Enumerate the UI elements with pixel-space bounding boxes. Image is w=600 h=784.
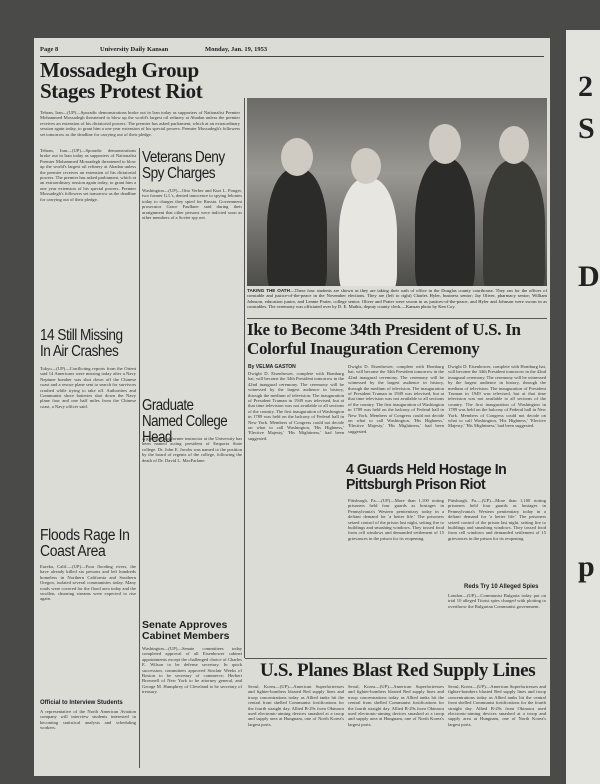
oath-photo (247, 98, 547, 286)
column-rule (139, 148, 140, 768)
column-rule (244, 98, 245, 658)
story-missing: Tokyo—(UP)—Conflicting reports from the Orient said 14 Americans were missing today after a Navy Neptune bomber was shot down off the Chinese coast and a rescue plane sent to search for survivors crashed while trying to take off. Authorities and Communist shore batteries shot down the Navy plane four and one half miles from the Chinese coast, a Navy officer said. (40, 366, 136, 409)
horizontal-rule (245, 658, 547, 659)
headline-senate: Senate Approves Cabinet Members (142, 619, 230, 642)
page-number: Page 8 (40, 46, 59, 53)
story-guards-col2: Pittsburgh, Pa.—(UP)—More than 1,100 rioting prisoners held four guards as hostages in Pennsylvania's Western penitentiary today in a defiant demand for 'a better life.' The prisoners seized control of the prison last night, setting fire to buildings and smashing windows. They tossed food from cell windows and demanded settlement of 15 grievances in the prison for its reopening. (448, 498, 546, 541)
masthead (40, 44, 544, 57)
story-planes-col2: Seoul, Korea—(UP)—American Superfortresses and fighter-bombers blasted Red supply lines and troop concentrations today as Allied tanks hit the central front shelled Communist fortifications for the fourth straight day. Allied B-29s from Okinawa used electronic-aiming devices smashed at a troop and supply area at Hungnam, one of North Korea's largest ports. (348, 684, 444, 727)
subhead-reds: Reds Try 10 Alleged Spies (464, 584, 539, 590)
headline-graduate: Graduate Named College Head (142, 397, 228, 446)
photo-caption (247, 288, 547, 316)
story-mossadegh-body: Tehran, Iran—(UP)—Sporadic demonstrations broke out in Iran today as supporters of Nationalist Premier Mohammed Mossadegh threatened to blow up the world's largest oil refinery at Abadan unless the premier receives an extension of his dictatorial powers. The premier has asked parliament, which at an extraordinary session again today, to grant him a one year extension of his special powers. Premier Mossadegh's followers set tomorrow as the deadline for carrying out of their pledge. (40, 148, 136, 202)
headline-ike: Ike to Become 34th President of U.S. In Colorful Inauguration Ceremony (247, 320, 521, 358)
story-interviews: A representative of the North American Aviation company will interview students interested in becoming statistical analysts and scheduling workers. (40, 709, 136, 731)
horizontal-rule (247, 318, 547, 319)
story-planes-col1: Seoul, Korea—(UP)—American Superfortresses and fighter-bombers blasted Red supply lines and troop concentrations today as Allied tanks hit the central front shelled Communist fortifications for the fourth straight day. Allied B-29s from Okinawa used electronic-aiming devices smashed at a troop and supply area at Hungnam, one of North Korea's largest ports. (248, 684, 344, 727)
newspaper-page (34, 38, 550, 776)
story-ike-col2: Dwight D. Eisenhower, complete with Homburg hat, will become the 34th President tomorrow in the 42nd inaugural ceremony. The ceremony will be witnessed by the largest audience in history, through the medium of television. The inauguration of President Truman in 1949 was televised, but at that time television was not available to all sections of the country. The first inauguration of Washington in 1789 was held on the balcony of Federal hall in New York. Members of Congress could not decide on what to call Washington, 'His Highness,' 'Elective Majesty,' 'His Mightiness,' had been suggested. (348, 364, 444, 434)
story-reds: London—(UP)—Communist Bulgaria today put on trial 10 alleged Titoist spies charged with plotting to overthrow the Bulgarian Communist government. (448, 593, 546, 609)
subhead-interviews: Official to Interview Students (40, 700, 123, 706)
caption-text: —These four students are shown as they are taking their oath of office in the Douglas county courthouse. They ran for the offices of constable and justice-of-the-peace in the November elections. They are (left to right) Charles Hyler, business senior; Jay Oliver, pharmacy senior; William Johnson, education junior, and Lennie Prater, college senior. Oliver and Prater were sworn in as justices-of-the-peace, and Hyler and Johnson were sworn in as constables. The ceremony was officiated over by D. E. Mathis, deputy county clerk.—Kansan photo by Ken Coy. (247, 288, 547, 310)
paper-name: University Daily Kansan (100, 46, 169, 53)
headline-planes: U.S. Planes Blast Red Supply Lines (260, 660, 536, 681)
headline-guards: 4 Guards Held Hostage In Pittsburgh Prison Riot (346, 461, 507, 494)
headline-floods: Floods Rage In Coast Area (40, 527, 130, 560)
issue-date: Monday, Jan. 19, 1953 (205, 46, 268, 53)
caption-lead: TAKING THE OATH (247, 288, 290, 293)
story-veterans: Washington—(UP)—Otto Verber and Kurt L. Ponger, two former G.I.'s, denied innocence to spying felonies today to charges they spied for Russia. Government prosecutor Grace Faulkner said during their arraignment that other persons were indicted soon as other members of a Soviet spy net. (142, 188, 242, 221)
headline-missing: 14 Still Missing In Air Crashes (40, 327, 123, 360)
story-senate: Washington—(UP)—Senate committees today completed approval of all Eisenhower cabinet appointments except the challenged choice of Charles E. Wilson to be defense secretary. In quick succession, committees approved Sinclair Weeks of Boston to be secretary of commerce; Herbert Brownell of New York to be attorney general, and George M. Humphrey of Cleveland to be secretary of treasury. (142, 646, 242, 695)
headline-mossadegh: Mossadegh Group Stages Protest Riot (40, 58, 203, 104)
story-planes-col3: Seoul, Korea—(UP)—American Superfortresses and fighter-bombers blasted Red supply lines and troop concentrations today as Allied tanks hit the central front shelled Communist fortifications for the fourth straight day. Allied B-29s from Okinawa used electronic-aiming devices smashed at a troop and supply area at Hungnam, one of North Korea's largest ports. (448, 684, 546, 727)
headline-veterans: Veterans Deny Spy Charges (142, 149, 225, 182)
byline: By VELMA GASTON (248, 364, 296, 370)
story-graduate: A graduate and former instructor at the University has been named acting president of Emporia State college. Dr. John E. Jacobs was named to the position by the board of regents of the college, following the death of Dr. David L. MacFarlane. (142, 436, 242, 463)
story-mossadegh-lead: Tehran, Iran—(UP)—Sporadic demonstrations broke out in Iran today as supporters of Nationalist Premier Mohammed Mossadegh threatened to blow up the world's largest oil refinery at Abadan unless the premier receives an extension of his dictatorial powers. The premier has asked parliament, which at an extraordinary session again today, to grant him a one year extension of his special powers. Premier Mossadegh's followers set tomorrow as the deadline for carrying out of their pledge. (40, 110, 240, 137)
story-floods: Eureka, Calif.—(UP)—Four flooding rivers, the have already killed six persons and left hundreds homeless in Northern California and Southern Oregon, isolated several communities today. Many roads were covered for the flood area today and the swollen, churning streams were expected to rise again. (40, 564, 136, 602)
story-ike-col3: Dwight D. Eisenhower, complete with Homburg hat, will become the 34th President tomorrow in the 42nd inaugural ceremony. The ceremony will be witnessed by the largest audience in history, through the medium of television. The inauguration of President Truman in 1949 was televised, but at that time television was not available to all sections of the country. The first inauguration of Washington in 1789 was held on the balcony of Federal hall in New York. Members of Congress could not decide on what to call Washington, 'His Highness,' 'Elective Majesty,' 'His Mightiness,' had been suggested. (448, 364, 546, 429)
story-guards-col1: Pittsburgh, Pa.—(UP)—More than 1,100 rioting prisoners held four guards as hostages in Pennsylvania's Western penitentiary today in a defiant demand for 'a better life.' The prisoners seized control of the prison last night, setting fire to buildings and smashing windows. They tossed food from cell windows and demanded settlement of 15 grievances in the prison for its reopening. (348, 498, 444, 541)
adjacent-page-edge: 2 S D p (566, 30, 600, 784)
story-ike-col1: Dwight D. Eisenhower, complete with Homburg hat, will become the 34th President tomorrow in the 42nd inaugural ceremony. The ceremony will be witnessed by the largest audience in history, through the medium of television. The inauguration of President Truman in 1949 was televised, but at that time television was not available to all sections of the country. The first inauguration of Washington in 1789 was held on the balcony of Federal hall in New York. Members of Congress could not decide on what to call Washington, 'His Highness,' 'Elective Majesty,' 'His Mightiness,' had been suggested. (248, 371, 344, 441)
